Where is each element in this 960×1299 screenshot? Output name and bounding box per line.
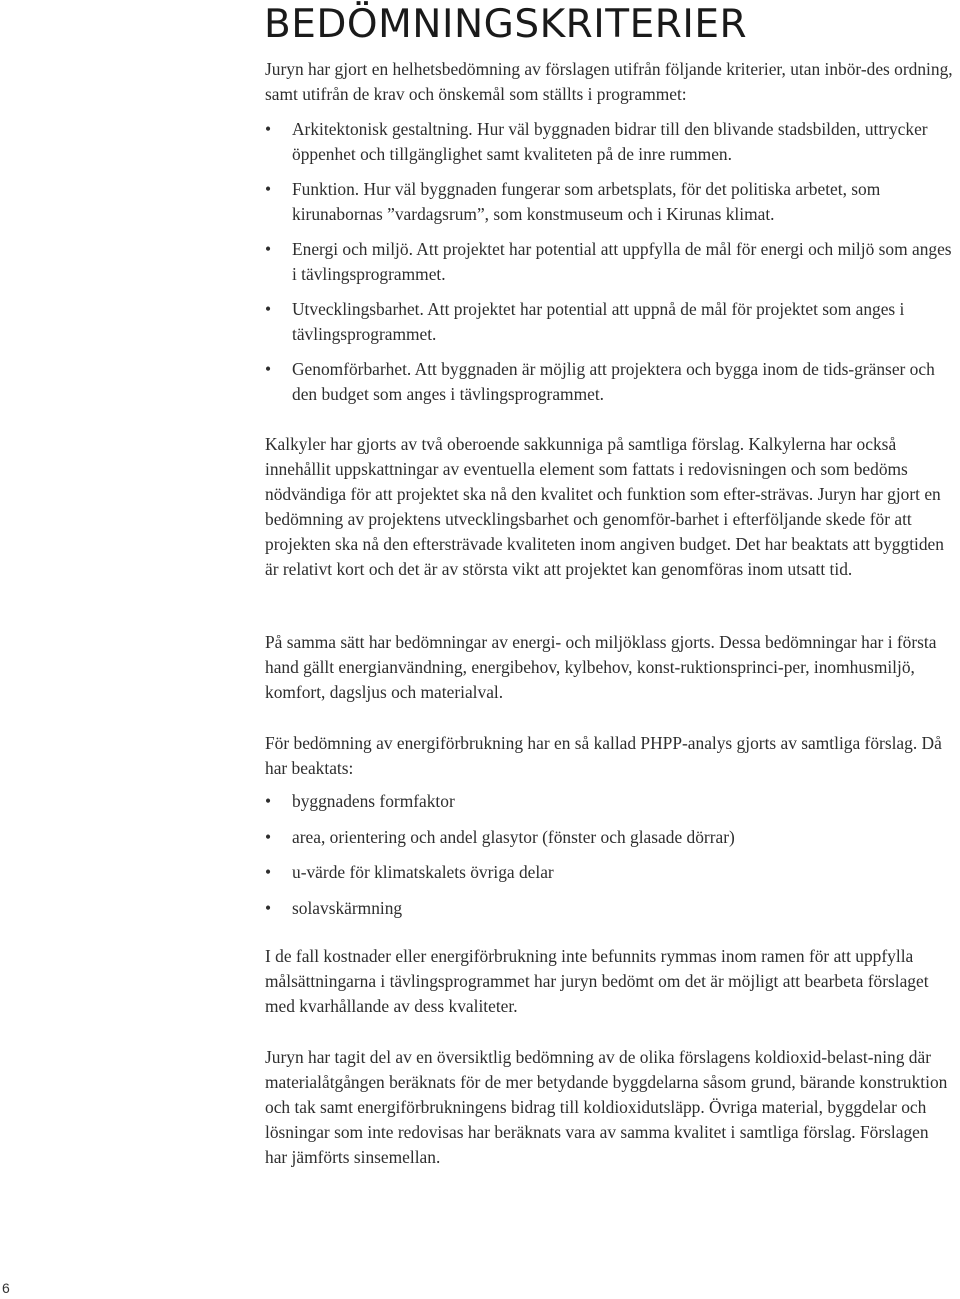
phpp-analysis-paragraph: För bedömning av energiförbrukning har en så kallad PHPP-analys gjorts av samtliga förslag. Då har beaktats: — [265, 733, 942, 779]
criteria-item — [265, 237, 955, 287]
criteria-term: Genomförbarhet. — [292, 358, 412, 379]
bullet-icon: • — [265, 826, 272, 847]
criteria-item — [265, 177, 955, 227]
calculation-paragraph: Kalkyler har gjorts av två oberoende sakkunniga på samtliga förslag. Kalkylerna har också innehållit uppskattningar av eventuella element som fattats i redovisningen och som bedöms nödvändiga för att projektet ska nå den kvalitet och funktion som efter-strävas. Juryn har gjort en bedömning av projektens utvecklingsbarhet och genomför-barhet i efterföljande skede för att projekten ska nå den eftersträvade kvaliteten inom angiven budget. Det har beaktats att byggtiden är relativt kort och det är av största vikt att projektet kan genomföras inom utsatt tid. — [265, 434, 944, 580]
factor-item — [265, 860, 955, 885]
criteria-term: Arkitektonisk gestaltning. — [292, 119, 473, 139]
bullet-icon: • — [265, 178, 272, 199]
factor-item — [265, 789, 955, 814]
criteria-text: Att projektet har potential att uppnå de mål för projektet som anges i tävlingsprogrammet. — [292, 298, 905, 344]
factor-text: u-värde för klimatskalets övriga delar — [292, 862, 554, 883]
criteria-term: Energi och miljö. — [292, 238, 413, 259]
criteria-list — [265, 117, 955, 416]
factor-item — [265, 825, 955, 850]
factor-text: area, orientering och andel glasytor (fönster och glasade dörrar) — [292, 826, 735, 847]
criteria-text: Att projektet har potential att uppfylla de mål för energi och miljö som anges i tävlingsprogrammet. — [292, 238, 952, 284]
criteria-item — [265, 117, 955, 167]
cost-paragraph: I de fall kostnader eller energiförbrukning inte befunnits rymmas inom ramen för att uppfylla målsättningarna i tävlingsprogrammet har juryn bedömt om det är möjligt att bearbeta förslaget med kvarhållande av dess kvaliteter. — [265, 946, 929, 1017]
criteria-item — [265, 297, 955, 347]
factor-item — [265, 896, 955, 921]
bullet-icon: • — [265, 119, 272, 139]
criteria-term: Funktion. — [292, 178, 360, 199]
factors-list — [265, 789, 955, 931]
intro-paragraph: Juryn har gjort en helhetsbedömning av förslagen utifrån följande kriterier, utan inbör-des ordning, samt utifrån de krav och önskemål som ställts i programmet: — [265, 59, 953, 105]
page-title: BEDÖMNINGSKRITERIER — [264, 2, 748, 47]
bullet-icon: • — [265, 298, 272, 319]
bullet-icon: • — [265, 791, 272, 811]
bullet-icon: • — [265, 897, 272, 918]
criteria-text: Hur väl byggnaden bidrar till den blivande stadsbilden, uttrycker öppenhet och tillgänglighet samt kvaliteten på de inre rummen. — [292, 119, 928, 165]
criteria-text: Att byggnaden är möjlig att projektera och bygga inom de tids-gränser och den budget som anges i tävlingsprogrammet. — [292, 358, 935, 404]
criteria-term: Utvecklingsbarhet. — [292, 298, 424, 319]
bullet-icon: • — [265, 238, 272, 259]
energy-assessment-paragraph: På samma sätt har bedömningar av energi- och miljöklass gjorts. Dessa bedömningar har i första hand gällt energianvändning, energibehov, kylbehov, konst-ruktionsprinci-per, inomhusmiljö, komfort, dagsljus och materialval. — [265, 632, 937, 703]
factor-text: byggnadens formfaktor — [292, 791, 455, 811]
criteria-text: Hur väl byggnaden fungerar som arbetsplats, för det politiska arbetet, som kirunabornas ”vardagsrum”, som konstmuseum och i Kirunas klimat. — [292, 178, 881, 224]
co2-paragraph: Juryn har tagit del av en översiktlig bedömning av de olika förslagens koldioxid-belast-ning där materialåtgången beräknats för de mer betydande byggdelarna såsom grund, bärande konstruktion och tak samt energiförbrukningens bidrag till koldioxidutsläpp. Övriga material, byggdelar och lösningar som inte redovisas har beräknats vara av samma kvalitet i samtliga förslag. Förslagen har jämförts sinsemellan. — [265, 1047, 948, 1168]
bullet-icon: • — [265, 358, 272, 379]
page-number: 6 — [2, 1280, 10, 1296]
criteria-item — [265, 357, 955, 407]
bullet-icon: • — [265, 862, 272, 883]
factor-text: solavskärmning — [292, 897, 403, 918]
